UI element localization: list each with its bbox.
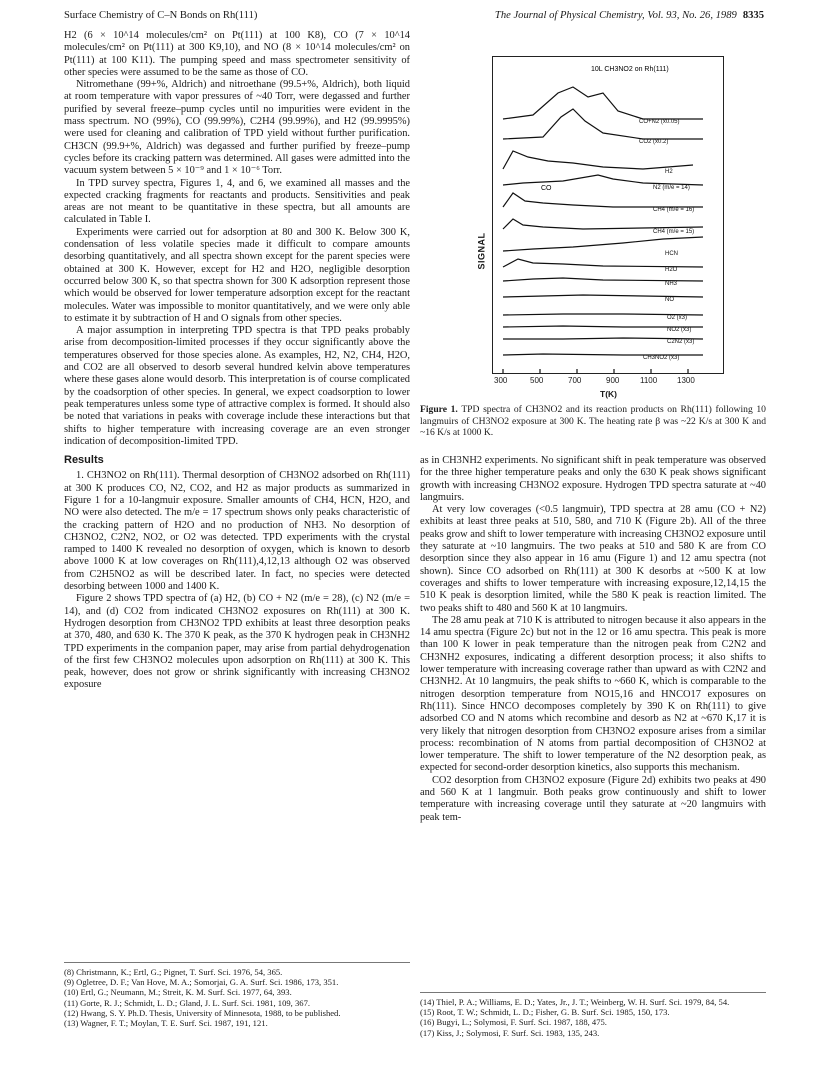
x-axis-label: T(K): [600, 389, 617, 399]
spectrum-trace: [503, 219, 703, 229]
reference: (13) Wagner, F. T.; Moylan, T. E. Surf. Sci. 1987, 191, 121.: [64, 1018, 268, 1029]
paragraph: H2 (6 × 10^14 molecules/cm² on Pt(111) at 100 K8), CO (7 × 10^14 molecules/cm² on Pt(111) at 300 K9,10), and NO (8 × 10^14 molecules/cm² on Pt(111) at 100 K11). The pumping speed and mass spectrometer sensitivity of other species were assumed to be the same as those of CO.: [64, 30, 410, 78]
paragraph: A major assumption in interpreting TPD spectra is that TPD peaks probably arise from decomposition-limited processes if they occur significantly above the temperatures observed for those species alone. As examples, H2, N2, CH4, H2O, and CO2 are all observed to desorb several hundred kelvin above temperatures where these gases alone would desorb. This interpretation is of course complicated by the coadsorption of other species. In general, we expect coadsorption to lower peak temperatures unless some type of attractive complex is formed. It should also be noted that variations in peaks with coverage include these interactions but that shifts to higher temperature with increasing coverage are an even stronger indication of decomposition-limited TPD.: [64, 325, 410, 447]
tpd-spectra-plot: [493, 57, 723, 373]
figure-1: [470, 56, 730, 399]
x-tick-label: 500: [530, 376, 544, 385]
trace-label: H2O: [665, 267, 678, 273]
paragraph: as in CH3NH2 experiments. No significant shift in peak temperature was observed for the three higher temperature peaks and only the 630 K peak shows significant growth with increasing CH3NO2 exposure. Hydrogen TPD spectra saturate at ~40 langmuirs.: [420, 455, 766, 503]
right-column: [420, 455, 766, 824]
paragraph: 1. CH3NO2 on Rh(111). Thermal desorption of CH3NO2 adsorbed on Rh(111) at 300 K produces CO, N2, CO2, and H2 as major products as summarized in Figure 1 for a 10-langmuir exposure. Smaller amounts of CH4, HCN, H2O, and NO were also detected. The m/e = 17 spectrum shows only peaks characteristic of the cracking pattern of H2O and no production of NH3. No desorption of CH3NO2, C2N2, NO2, or O2 was detected. TPD experiments with the crystal ramped to 1400 K revealed no desorption of oxygen, which is known to desorb above 1000 K at low coverages on Rh(111),4,12,13 although O2 was observed from C2H5NO2 as will be described later. In fact, no species were detected desorbing between 1000 and 1400 K.: [64, 470, 410, 593]
paragraph: At very low coverages (<0.5 langmuir), TPD spectra at 28 amu (CO + N2) exhibits at least three peaks at 510, 580, and 710 K (Figure 2b). All of the three peaks grow and shift to lower temperature with increasing CH3NO2 exposure until they saturate at ~10 langmuirs. The two peaks at 510 and 580 K are from CO desorption since they also appear in 16 amu (Figure 1) and 12 amu spectra (not shown). Since CO adsorbed on Rh(111) at 300 K desorbs at ~500 K at low coverages and shifts to lower temperature with increasing exposure,12,14,15 the 510 K peak is desorption limited, while the 580 K peak is reaction limited. The two peaks shift to 480 and 560 K at 10 langmuirs.: [420, 504, 766, 614]
x-tick-label: 1100: [640, 376, 658, 385]
left-column: [64, 30, 410, 692]
caption-text: TPD spectra of CH3NO2 and its reaction products on Rh(111) following 10 langmuirs of CH3NO2 exposure at 300 K. The heating rate β was ~22 K/s at 300 K and ~16 K/s at 1000 K.: [420, 404, 766, 438]
page-number: 8335: [742, 10, 764, 21]
page-header: [64, 10, 764, 24]
trace-label: CH4 (m/e = 16): [653, 207, 695, 213]
paragraph: Nitromethane (99+%, Aldrich) and nitroethane (99.5+%, Aldrich), both liquid at room temperature with vapor pressures of ~40 Torr, were degassed and further purified by several freeze–pump cycles until no impurities were evident in the mass spectrum. NO (99%), CO (99.99%), C2H4 (99.99%), and H2 (99.9995%) were used for cleaning and calibration of TPD yield without further purification. CH3CN (99.9+%, Aldrich) was degassed and further purified by freeze–pump cycles before its cracking pattern was determined. All gases were admitted into the vacuum system between 5 × 10⁻⁹ and 1 × 10⁻⁶ Torr.: [64, 79, 410, 177]
spectrum-trace: [503, 151, 693, 169]
reference: (15) Root, T. W.; Schmidt, L. D.; Fisher, G. B. Surf. Sci. 1985, 150, 173.: [420, 1007, 670, 1018]
trace-label: HCN: [665, 251, 678, 257]
reference: (8) Christmann, K.; Ertl, G.; Pignet, T. Surf. Sci. 1976, 54, 365.: [64, 967, 283, 977]
trace-label: O2 (x3): [667, 315, 688, 321]
y-axis-label: SIGNAL: [476, 232, 487, 270]
spectrum-trace: [503, 237, 703, 251]
x-tick-label: 300: [494, 376, 508, 385]
figure-top-label: 10L CH3NO2 on Rh(111): [591, 66, 669, 73]
reference: (12) Hwang, S. Y. Ph.D. Thesis, University of Minnesota, 1988, to be published.: [64, 1007, 341, 1018]
paragraph: In TPD survey spectra, Figures 1, 4, and 6, we examined all masses and the expected cracking fragments for reactants and products. Sensitivities and peak areas are not meant to be quantitative in these spectra, but all amounts are calculated in Table I.: [64, 177, 410, 226]
reference: (17) Kiss, J.; Solymosi, F. Surf. Sci. 1983, 135, 243.: [420, 1027, 600, 1038]
reference: (14) Thiel, P. A.; Williams, E. D.; Yates, Jr., J. T.; Weinberg, W. H. Surf. Sci. 1979, 84, 54.: [420, 997, 730, 1007]
figure-caption: [420, 404, 766, 439]
trace-label: C2N2 (x3): [667, 339, 695, 345]
paragraph: The 28 amu peak at 710 K is attributed to nitrogen because it also appears in the 14 amu spectra (Figure 2c) but not in the 12 or 16 amu spectra. This peak is more than 100 K lower in peak temperature than the nitrogen peak from C2N2 and CH3NH2 exposures, indicating a different desorption process; it also shifts to lower temperature with increasing coverage rather than upward as with C2N2 and CH3NH2. At 10 langmuirs, the peak shifts to ~660 K, which is comparable to the nitrogen desorption temperature from NO15,16 and HNCO17 exposures on Rh(111). Since HNCO decomposes completely by 390 K on Rh(111) to give adsorbed CO and N atoms which recombine and desorb as N2 at ~670 K,17 it is very likely that nitrogen desorption from CH3NO2 exposure arises from a similar process: recombination of N atoms from partial decomposition of CH3NO2 at lower temperature. The shift to lower temperature of the N2 desorption peak, as expected for second-order desorption kinetics, also supports this mechanism.: [420, 614, 766, 774]
journal-name: The Journal of Physical Chemistry, Vol. 93, No. 26, 1989: [494, 10, 737, 21]
reference: (16) Bugyi, L.; Solymosi, F. Surf. Sci. 1987, 188, 475.: [420, 1017, 607, 1028]
trace-label: H2: [665, 169, 673, 175]
trace-label: NO2 (x3): [667, 327, 692, 333]
x-tick-labels: [480, 376, 720, 388]
spectrum-trace: [503, 175, 703, 185]
spectrum-trace: [503, 193, 703, 207]
figure-frame: [492, 56, 724, 374]
x-tick-label: 1300: [677, 376, 695, 385]
paragraph: CO2 desorption from CH3NO2 exposure (Figure 2d) exhibits two peaks at 490 and 560 K at 1 langmuir. Both peaks grow continuously and shift to lower temperature with increasing coverage until they saturate at ~20 langmuirs with peak tem-: [420, 774, 766, 823]
trace-label: NH3: [665, 281, 678, 287]
reference: (11) Gorte, R. J.; Schmidt, L. D.; Gland, J. L. Surf. Sci. 1981, 109, 367.: [64, 997, 311, 1008]
references-right: [420, 992, 766, 1038]
caption-label: Figure 1.: [420, 404, 458, 415]
trace-label: CH3NO2 (x3): [643, 355, 680, 361]
x-tick-label: 900: [606, 376, 620, 385]
trace-label: CO2 (x0.2): [639, 139, 669, 145]
reference: (10) Ertl, G.; Neumann, M.; Streit, K. M. Surf. Sci. 1977, 64, 393.: [64, 987, 292, 998]
trace-label: CH4 (m/e = 15): [653, 229, 695, 235]
paragraph: Experiments were carried out for adsorption at 80 and 300 K. Below 300 K, condensation of less volatile species made it difficult to compare amounts desorbing quantitatively, and all spectra shown except for the parent species were obtained at 300 K. However, except for H2 and H2O, negligible desorption occurred below 300 K, so that spectra shown for 300 K adsorption represent those which would be observed for lower temperature adsorption except for the reactant molecules. Water was impossible to monitor quantitatively, and we were only able to estimate it by subtraction of H and O signals from other species.: [64, 226, 410, 324]
spectrum-trace: [503, 87, 703, 119]
trace-label: N2 (m/e = 14): [653, 185, 690, 191]
reference: (9) Ogletree, D. F.; Van Hove, M. A.; Somorjai, G. A. Surf. Sci. 1986, 173, 351.: [64, 977, 339, 988]
references-left: [64, 962, 410, 1028]
running-title: Surface Chemistry of C–N Bonds on Rh(111): [64, 10, 258, 21]
section-heading-results: Results: [64, 454, 104, 467]
trace-label: NO: [665, 297, 674, 303]
journal-citation: [495, 10, 764, 21]
paragraph: Figure 2 shows TPD spectra of (a) H2, (b) CO + N2 (m/e = 28), (c) N2 (m/e = 14), and (d) CO2 from indicated CH3NO2 exposures on Rh(111) at 300 K. Hydrogen desorption from CH3NO2 TPD exhibits at least three desorption peaks at 370, 480, and 630 K. The 370 K peak, as the 370 K hydrogen peak in CH3NH2 TPD experiments in the companion paper, may arise from partial dehydrogenation of the first few CH3NO2 molecules upon adsorption on Rh(111) at 300 K. This peak, however, does not grow or shrink significantly with increasing CH3NO2 exposure: [64, 593, 410, 691]
x-tick-label: 700: [568, 376, 582, 385]
inline-co-label: CO: [541, 185, 552, 192]
spectrum-trace: [503, 259, 703, 267]
trace-label: CO+N2 (x0.05): [639, 119, 680, 125]
